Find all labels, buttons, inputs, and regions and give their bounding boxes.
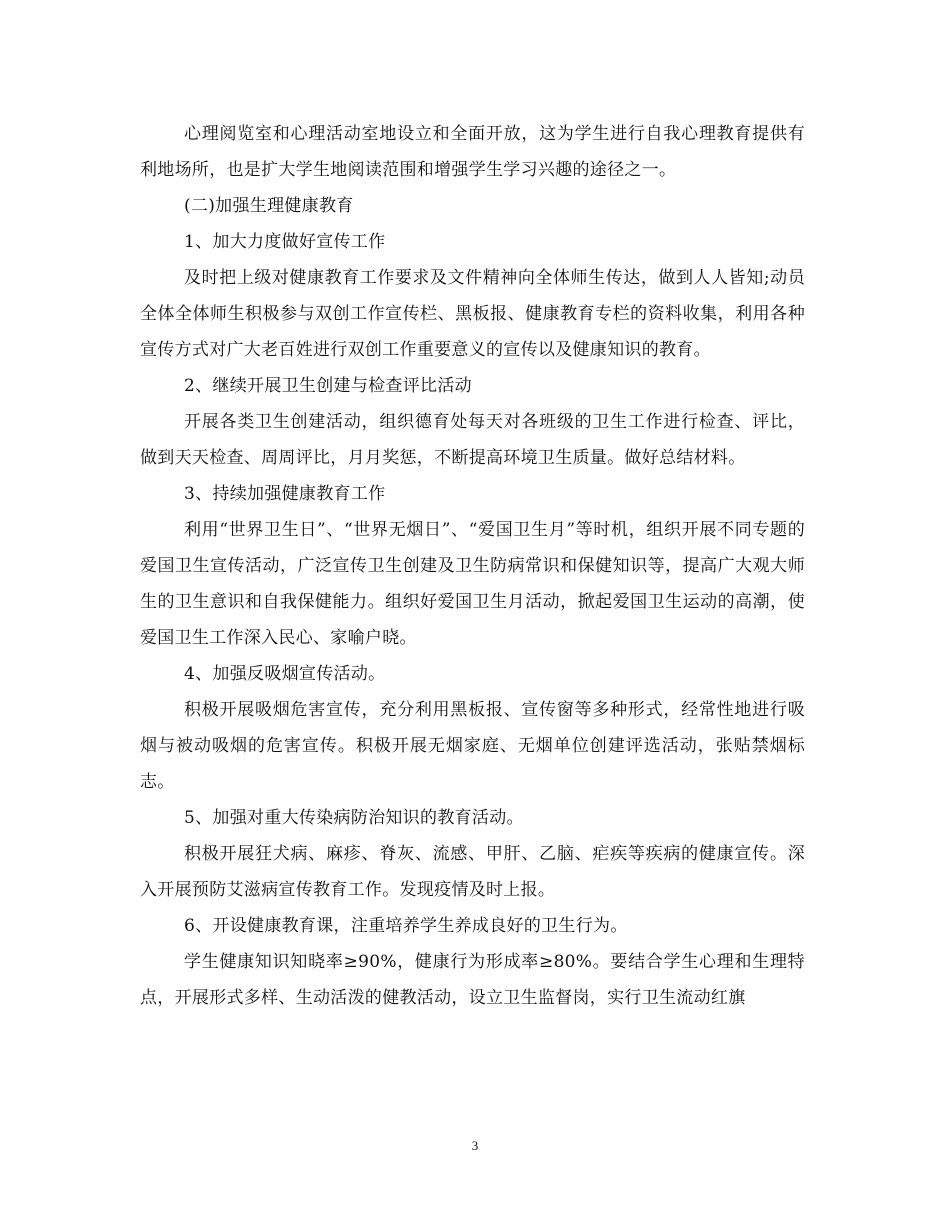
section-heading: (二)加强生理健康教育 — [184, 196, 354, 216]
subsection-heading: 3、持续加强健康教育工作 — [184, 484, 386, 504]
paragraph: 积极开展狂犬病、麻疹、脊灰、流感、甲肝、乙脑、疟疾等疾病的健康宣传。深入开展预防艾滋病宣传教育工作。发现疫情及时上报。 — [140, 844, 805, 900]
subsection-heading: 2、继续开展卫生创建与检查评比活动 — [184, 376, 472, 396]
document-body — [140, 116, 805, 1016]
paragraph: 积极开展吸烟危害宣传，充分利用黑板报、宣传窗等多种形式，经常性地进行吸烟与被动吸烟的危害宣传。积极开展无烟家庭、无烟单位创建评选活动，张贴禁烟标志。 — [140, 700, 805, 792]
paragraph: 心理阅览室和心理活动室地设立和全面开放，这为学生进行自我心理教育提供有利地场所，也是扩大学生地阅读范围和增强学生学习兴趣的途径之一。 — [140, 124, 805, 180]
paragraph: 开展各类卫生创建活动，组织德育处每天对各班级的卫生工作进行检查、评比，做到天天检查、周周评比，月月奖惩，不断提高环境卫生质量。做好总结材料。 — [140, 412, 805, 468]
subsection-heading: 6、开设健康教育课，注重培养学生养成良好的卫生行为。 — [184, 916, 628, 936]
page-number: 3 — [471, 1138, 479, 1153]
paragraph: 学生健康知识知晓率≥90%，健康行为形成率≥80%。要结合学生心理和生理特点，开展形式多样、生动活泼的健教活动，设立卫生监督岗，实行卫生流动红旗 — [140, 952, 805, 1008]
subsection-heading: 4、加强反吸烟宣传活动。 — [184, 664, 386, 684]
subsection-heading: 1、加大力度做好宣传工作 — [184, 232, 386, 252]
paragraph: 利用“世界卫生日”、“世界无烟日”、“爱国卫生月”等时机，组织开展不同专题的爱国卫生宣传活动，广泛宣传卫生创建及卫生防病常识和保健知识等，提高广大观大师生的卫生意识和自我保健能力。组织好爱国卫生月活动，掀起爱国卫生运动的高潮，使爱国卫生工作深入民心、家喻户晓。 — [140, 520, 805, 648]
subsection-heading: 5、加强对重大传染病防治知识的教育活动。 — [184, 808, 524, 828]
paragraph: 及时把上级对健康教育工作要求及文件精神向全体师生传达，做到人人皆知;动员全体全体师生积极参与双创工作宣传栏、黑板报、健康教育专栏的资料收集，利用各种宣传方式对广大老百姓进行双创工作重要意义的宣传以及健康知识的教育。 — [140, 268, 805, 360]
